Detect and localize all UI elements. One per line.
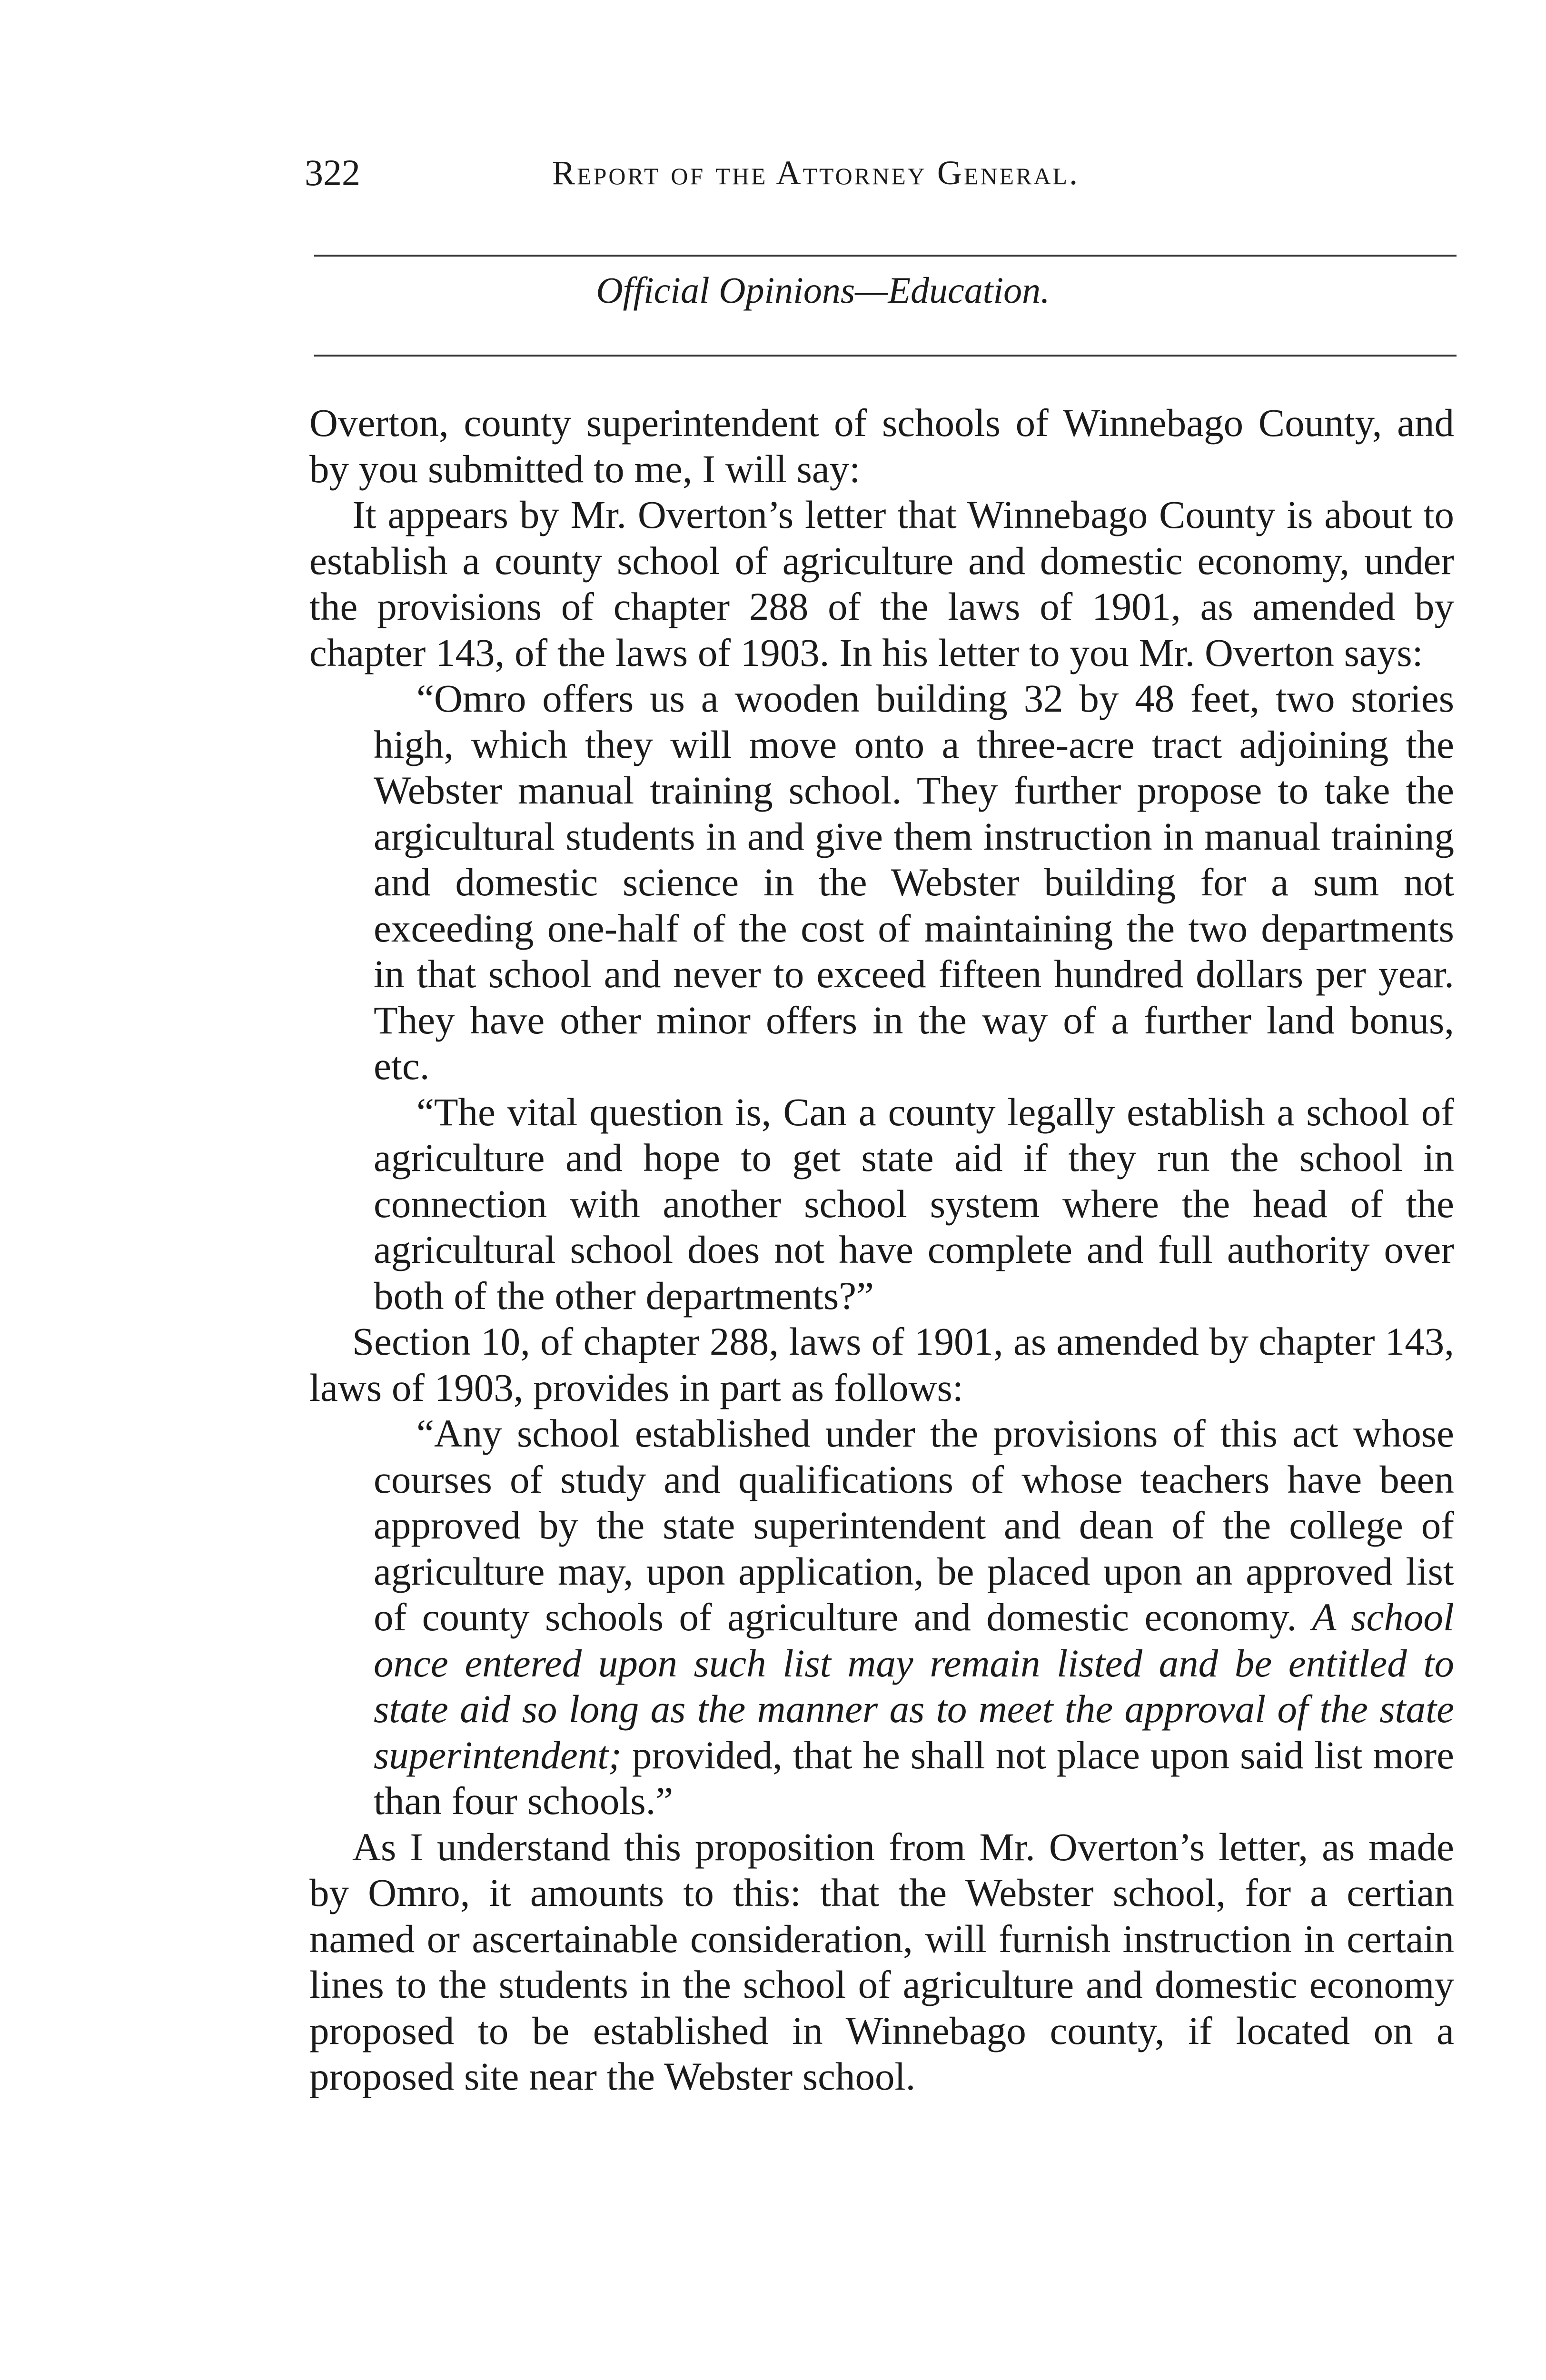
- block-quote: “Omro offers us a wooden building 32 by 48 feet, two stories high, which they will move onto a three-acre tract adjoining the Webster manual training school. They further propose to take the argicultural students in and give them instruction in manual training and domestic science in the Webster building for a sum not exceeding one-half of the cost of maintaining the two departments in that school and never to exceed fifteen hundred dollars per year. They have other minor offers in the way of a further land bonus, etc.: [374, 676, 1454, 1088]
- quote-text: “Any school established under the provisions of this act whose courses of study and qualifications of whose teachers have been approved by the state superintendent and dean of the college of agriculture may, upon application, be placed upon an approved list of county schools of agriculture and domestic economy.: [374, 1411, 1454, 1639]
- top-rule: [314, 255, 1457, 257]
- quote-text: provided, that he shall not place upon said list more than four schools.”: [374, 1733, 1454, 1823]
- bottom-rule: [314, 355, 1457, 357]
- paragraph: Section 10, of chapter 288, laws of 1901, as amended by chapter 143, laws of 1903, provides in part as follows:: [309, 1319, 1454, 1409]
- block-quote: [374, 1410, 1454, 1824]
- paragraph: As I understand this proposition from Mr. Overton’s letter, as made by Omro, it amounts to this: that the Webster school, for a certian named or ascertainable consideration, will furnish instruction in certain lines to the students in the school of agriculture and domestic economy proposed to be established in Winnebago county, if located on a proposed site near the Webster school.: [309, 1825, 1454, 2098]
- paragraph: Overton, county superintendent of schools of Winnebago County, and by you submitted to me, I will say:: [309, 401, 1454, 491]
- paragraph: It appears by Mr. Overton’s letter that Winnebago County is about to establish a county school of agriculture and domestic economy, under the provisions of chapter 288 of the laws of 1901, as amended by chapter 143, of the laws of 1903. In his letter to you Mr. Overton says:: [309, 493, 1454, 674]
- running-title: Report of the Attorney General.: [552, 154, 1080, 192]
- section-heading: Official Opinions—Education.: [596, 269, 1050, 311]
- body-text: [309, 400, 1454, 2100]
- quote-italic-text: A school once entered upon such list may remain listed and be entitled to state aid so long as the manner as to meet the approval of the state superintendent;: [374, 1595, 1454, 1777]
- block-quote: “The vital question is, Can a county legally establish a school of agriculture and hope to get state aid if they run the school in connection with another school system where the head of the agricultural school does not have complete and full authority over both of the other departments?”: [374, 1090, 1454, 1318]
- page-number: 322: [305, 152, 360, 193]
